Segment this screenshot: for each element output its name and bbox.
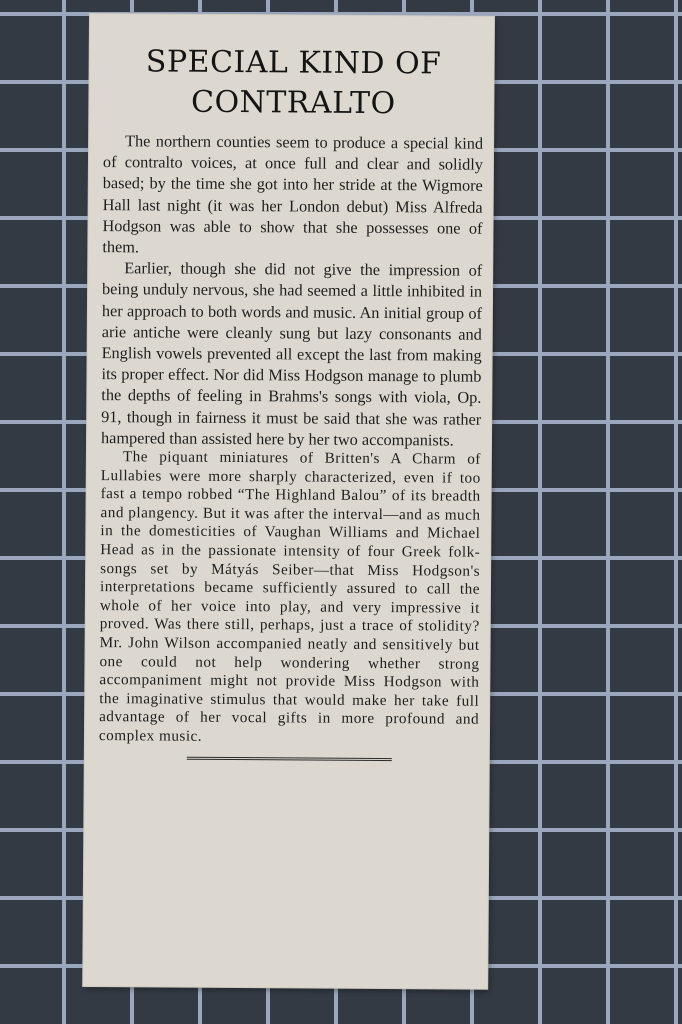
headline: SPECIAL KIND OF CONTRALTO bbox=[145, 44, 442, 122]
paragraph-2: Earlier, though she did not give the impression of being unduly nervous, she had seemed a little inhibited in her approach to both words and music. An initial group of arie antiche were cleanly sung but lazy consonants and English vowels prevented all except the last from making its proper effect. Nor did Miss Hodgson manage to plumb the depths of feeling in Brahms's songs with viola, Op. 91, though in fairness it must be said that she was rather hampered than assisted here by her two accompanists. bbox=[100, 258, 483, 450]
article-body bbox=[99, 130, 483, 748]
paragraph-1: The northern counties seem to produce a special kind of contralto voices, at once full and clear and solidly based; by the time she got into her stride at the Wigmore Hall last night (it was her London debut) Miss Alfreda Hodgson was able to show that she possesses one of them. bbox=[102, 131, 484, 257]
newspaper-clipping bbox=[83, 14, 494, 989]
paragraph-3: The piquant miniatures of Britten's A Charm of Lullabies were more sharply characterized, even if too fast a tempo robbed “The Highland Balou” of its breadth and plangency. But it was after the interval—and as much in the domesticities of Vaughan Williams and Michael Head as in the passionate intensity of four Greek folk-songs set by Mátyás Seiber—that Miss Hodgson's interpretations became sufficiently assured to call the whole of her voice into play, and very impressive it proved. Was there still, perhaps, just a trace of stolidity? Mr. John Wilson accompanied neatly and sensitively but one could not help wondering whether strong accompaniment might not provide Miss Hodgson with the imaginative stimulus that would make her take full advantage of her vocal gifts in more profound and complex music. bbox=[98, 448, 481, 745]
end-rule bbox=[186, 756, 391, 760]
